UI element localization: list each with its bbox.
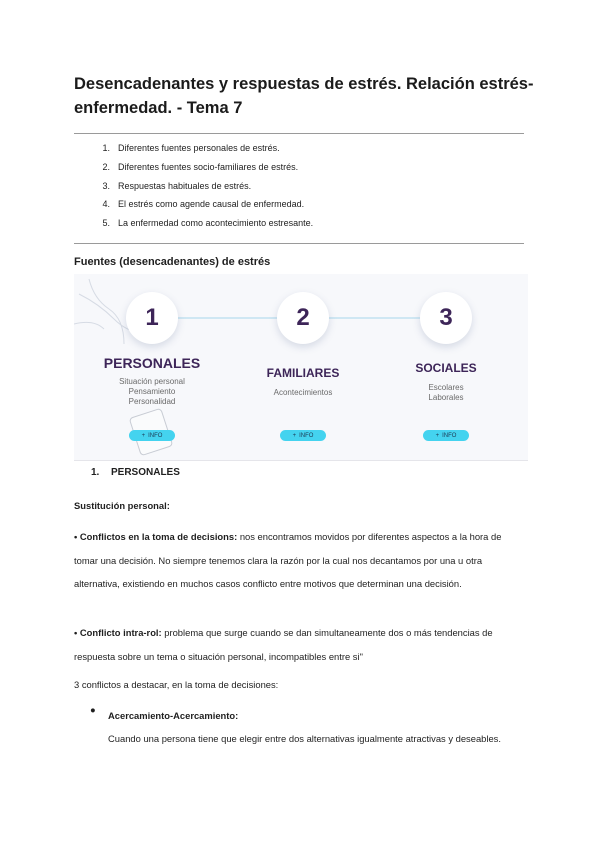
divider-bottom	[74, 243, 524, 244]
info-button-sociales[interactable]: + INFO	[423, 430, 469, 441]
category-title-personales: PERSONALES	[103, 355, 201, 371]
toc-item: 5. La enfermedad como acontecimiento estresante.	[102, 218, 314, 229]
toc-item: 1. Diferentes fuentes personales de estrés.	[102, 143, 280, 153]
section-heading: Fuentes (desencadenantes) de estrés	[74, 256, 271, 268]
category-title-familiares: FAMILIARES	[266, 366, 340, 380]
category-title-sociales: SOCIALES	[415, 361, 477, 375]
info-button-personales[interactable]: + INFO	[129, 430, 175, 441]
toc-item: 4. El estrés como agende causal de enfermedad.	[102, 199, 305, 210]
paragraph: • Conflicto intra-rol: problema que surge cuando se dan simultaneamente dos o más tendencias de respuesta sobre un tema o situación personal, incompatibles entre si"	[74, 627, 493, 662]
divider-top	[74, 133, 524, 134]
category-subtitle: Acontecimientos	[273, 388, 333, 397]
paragraph: • Conflictos en la toma de decisions: nos encontramos movidos por diferentes aspectos a la hora de tomar una decisión. No siempre tenemos clara la razón por la cual nos decantamos por una u otra alternativa, existiendo en muchos casos conflicto entre motivos que determinan una decisión.	[74, 531, 502, 589]
step-number-3: 3	[420, 292, 472, 344]
info-button-familiares[interactable]: + INFO	[280, 430, 326, 441]
category-subtitle: Escolares Laborales	[428, 383, 464, 402]
step-number-2: 2	[277, 292, 329, 344]
bullet-icon: ●	[90, 704, 96, 715]
sub-title: Sustitución personal:	[74, 500, 170, 511]
table-of-contents	[74, 143, 313, 237]
toc-item: 2. Diferentes fuentes socio-familiares de estrés.	[102, 161, 299, 172]
category-subtitle: Situación personal Pensamiento Personalidad	[119, 377, 185, 406]
stress-sources-infographic	[74, 274, 528, 461]
bullet-description: Cuando una persona tiene que elegir entre dos alternativas igualmente atractivas y deseables.	[108, 733, 501, 744]
document-title: Desencadenantes y respuestas de estrés. Relación estrés-enfermedad. - Tema 7	[74, 75, 534, 117]
bullet-item	[108, 704, 528, 750]
toc-item: 3. Respuestas habituales de estrés.	[102, 180, 252, 191]
step-number-1: 1	[126, 292, 178, 344]
intro-line: 3 conflictos a destacar, en la toma de decisiones:	[74, 679, 279, 690]
bullet-title: Acercamiento-Acercamiento:	[108, 710, 239, 721]
subsection-heading: 1. PERSONALES	[91, 467, 180, 478]
